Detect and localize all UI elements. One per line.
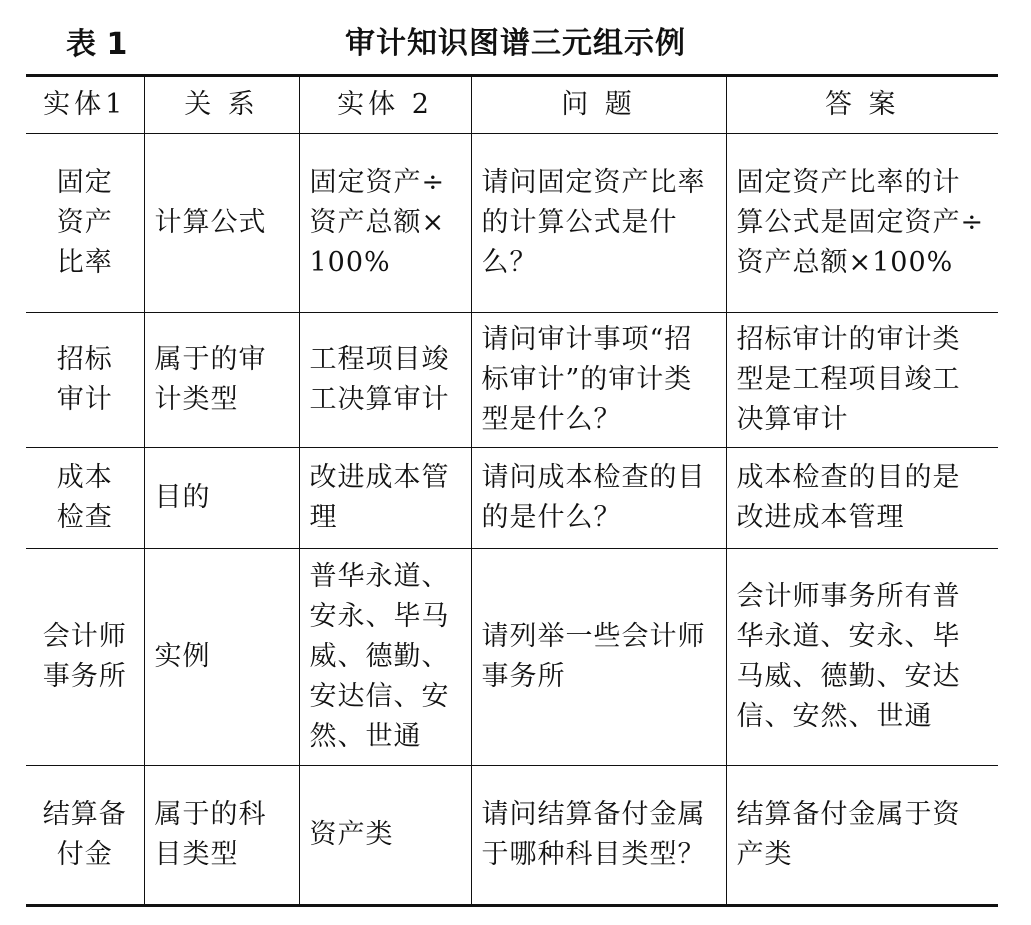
header-answer: 答 案 (726, 76, 998, 134)
cell-entity1 (26, 134, 144, 313)
cell-text: 招标审计的审计类型是工程项目竣工决算审计 (736, 324, 961, 435)
cell-text: 普华永道、安永、毕马威、德勤、安达信、安然、世通 (309, 561, 450, 752)
cell-relation (144, 313, 299, 448)
cell-text: 请问成本检查的目的是什么？ (481, 462, 706, 533)
cell-text: 属于的审计类型 (154, 344, 267, 415)
cell-relation (144, 766, 299, 906)
cell-entity1 (26, 448, 144, 549)
cell-text: 固定资产÷资产总额×100% (309, 167, 446, 278)
header-relation: 关 系 (144, 76, 299, 134)
header-question: 问 题 (471, 76, 726, 134)
cell-answer (726, 549, 998, 766)
table-title: 审计知识图谱三元组示例 (345, 26, 686, 61)
cell-text: 结算备付金 (42, 799, 127, 870)
cell-relation (144, 549, 299, 766)
cell-text: 工程项目竣工决算审计 (309, 344, 450, 415)
cell-entity1 (26, 766, 144, 906)
cell-text: 目的 (154, 482, 211, 513)
cell-entity1 (26, 313, 144, 448)
cell-entity2 (299, 766, 471, 906)
cell-relation (144, 134, 299, 313)
cell-answer (726, 766, 998, 906)
cell-text: 资产类 (309, 819, 394, 850)
header-entity1: 实体1 (26, 76, 144, 134)
cell-relation (144, 448, 299, 549)
table-row (26, 313, 998, 448)
table-header-row (26, 76, 998, 134)
cell-question (471, 549, 726, 766)
table-row (26, 134, 998, 313)
cell-entity1 (26, 549, 144, 766)
cell-question (471, 448, 726, 549)
cell-entity2 (299, 134, 471, 313)
cell-answer (726, 313, 998, 448)
table-row (26, 549, 998, 766)
cell-answer (726, 448, 998, 549)
cell-text: 结算备付金属于资产类 (736, 799, 961, 870)
cell-text: 成本检查的目的是改进成本管理 (736, 462, 961, 533)
cell-entity2 (299, 448, 471, 549)
cell-text: 改进成本管理 (309, 462, 450, 533)
cell-entity2 (299, 313, 471, 448)
table-row (26, 448, 998, 549)
cell-question (471, 134, 726, 313)
table-row (26, 766, 998, 906)
cell-text: 会计师事务所有普华永道、安永、毕马威、德勤、安达信、安然、世通 (736, 581, 961, 732)
cell-text: 请问结算备付金属于哪种科目类型？ (481, 799, 706, 870)
cell-text: 请列举一些会计师事务所 (481, 621, 706, 692)
header-entity2: 实体 2 (299, 76, 471, 134)
cell-answer (726, 134, 998, 313)
cell-text: 计算公式 (154, 207, 267, 238)
cell-question (471, 313, 726, 448)
cell-text: 固定资产比率的计算公式是固定资产÷资产总额×100% (736, 167, 985, 278)
cell-text: 会计师事务所 (42, 621, 127, 692)
cell-text: 请问固定资产比率的计算公式是什么？ (481, 167, 706, 278)
cell-text: 固定资产比率 (56, 167, 113, 278)
cell-text: 请问审计事项“招标审计”的审计类型是什么？ (481, 324, 693, 435)
cell-text: 属于的科目类型 (154, 799, 267, 870)
cell-text: 实例 (154, 641, 211, 672)
cell-question (471, 766, 726, 906)
table-label: 表 1 (66, 27, 128, 62)
cell-text: 成本检查 (56, 462, 113, 533)
triples-table (26, 74, 998, 907)
cell-text: 招标审计 (56, 344, 113, 415)
cell-entity2 (299, 549, 471, 766)
